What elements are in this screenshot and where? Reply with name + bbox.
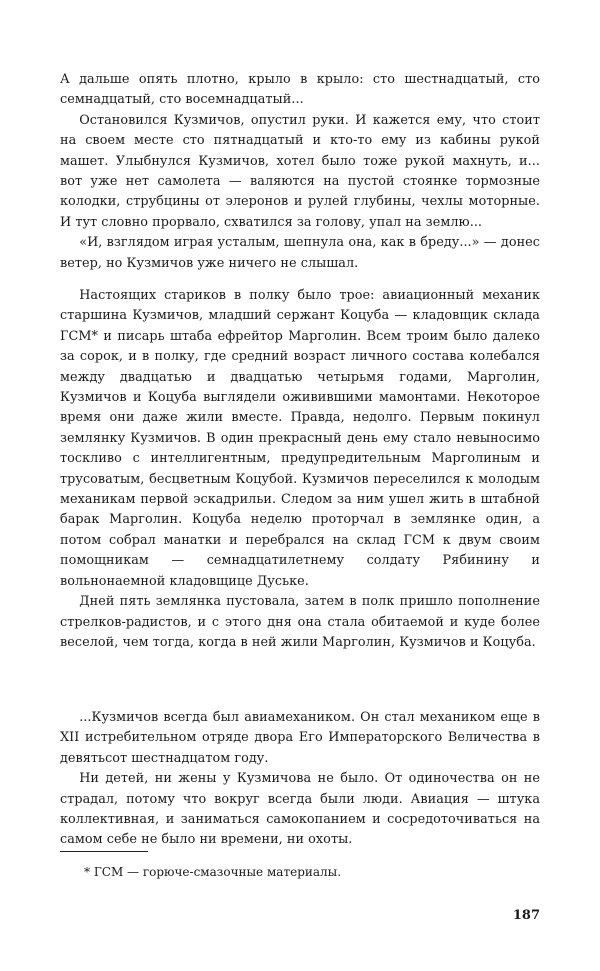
paragraph: Настоящих стариков в полку было трое: авиационный механик старшина Кузмичов, младший сержант Коцуба — кладовщик склада ГСМ* и писарь штаба ефрейтор Марголин. Всем троим было далеко за сорок, и в полку, где средний возраст личного состава колебался между двадцатью и двадцатью четырьмя годами, Марголин, Кузмичов и Коцуба выглядели оживившими мамонтами. Некоторое время они даже жили вместе. Правда, недолго. Первым покинул землянку Кузмичов. В один прекрасный день ему стало невыносимо тоскливо с интеллигентным, предупредительным Марголиным и трусоватым, бесцветным Коцубой. Кузмичов переселился к молодым механикам первой эскадрильи. Следом за ним ушел жить в штабной барак Марголин. Коцуба неделю проторчал в землянке один, а потом собрал манатки и перебрался на склад ГСМ к двум своим помощникам — семнадцатилетнему солдату Рябинину и вольнонаемной кладовщице Дуське. bbox=[60, 288, 540, 589]
paragraph: Остановился Кузмичов, опустил руки. И кажется ему, что стоит на своем месте сто пятнадцатый и кто-то ему из кабины рукой машет. Улыбнулся Кузмичов, хотел было тоже рукой махнуть, и... вот уже нет самолета — валяются на пустой стоянке тормозные колодки, струбцины от элеронов и рулей глубины, чехлы моторные. И тут словно прорвало, схватился за голову, упал на землю... bbox=[60, 112, 540, 230]
paragraph: Дней пять землянка пустовала, затем в полк пришло пополнение стрелков-радистов, и с этого дня она стала обитаемой и куде более веселой, чем тогда, когда в ней жили Марголин, Кузмичов и Коцуба. bbox=[60, 594, 540, 650]
text-section-3 bbox=[60, 708, 540, 851]
paragraph: А дальше опять плотно, крыло в крыло: сто шестнадцатый, сто семнадцатый, сто восемнадцатый... bbox=[60, 72, 540, 108]
paragraph: «И, взглядом играя усталым, шепнула она, как в бреду...» — донес ветер, но Кузмичов уже ничего не слышал. bbox=[60, 235, 540, 271]
page-number: 187 bbox=[512, 908, 540, 923]
paragraph: Ни детей, ни жены у Кузмичова не было. От одиночества он не страдал, потому что вокруг всегда были люди. Авиация — штука коллективная, и заниматься самокопанием и сосредоточиваться на самом себе не было ни времени, ни охоты. bbox=[60, 771, 540, 848]
text-section-1 bbox=[60, 70, 540, 274]
footnote-divider bbox=[60, 851, 148, 852]
paragraph: ...Кузмичов всегда был авиамехаником. Он стал механиком еще в XII истребительном отряде двора Его Императорского Величества в девятьсот шестнадцатом году. bbox=[60, 710, 540, 766]
text-section-2 bbox=[60, 286, 540, 653]
footnote: * ГСМ — горюче-смазочные материалы. bbox=[84, 865, 342, 879]
